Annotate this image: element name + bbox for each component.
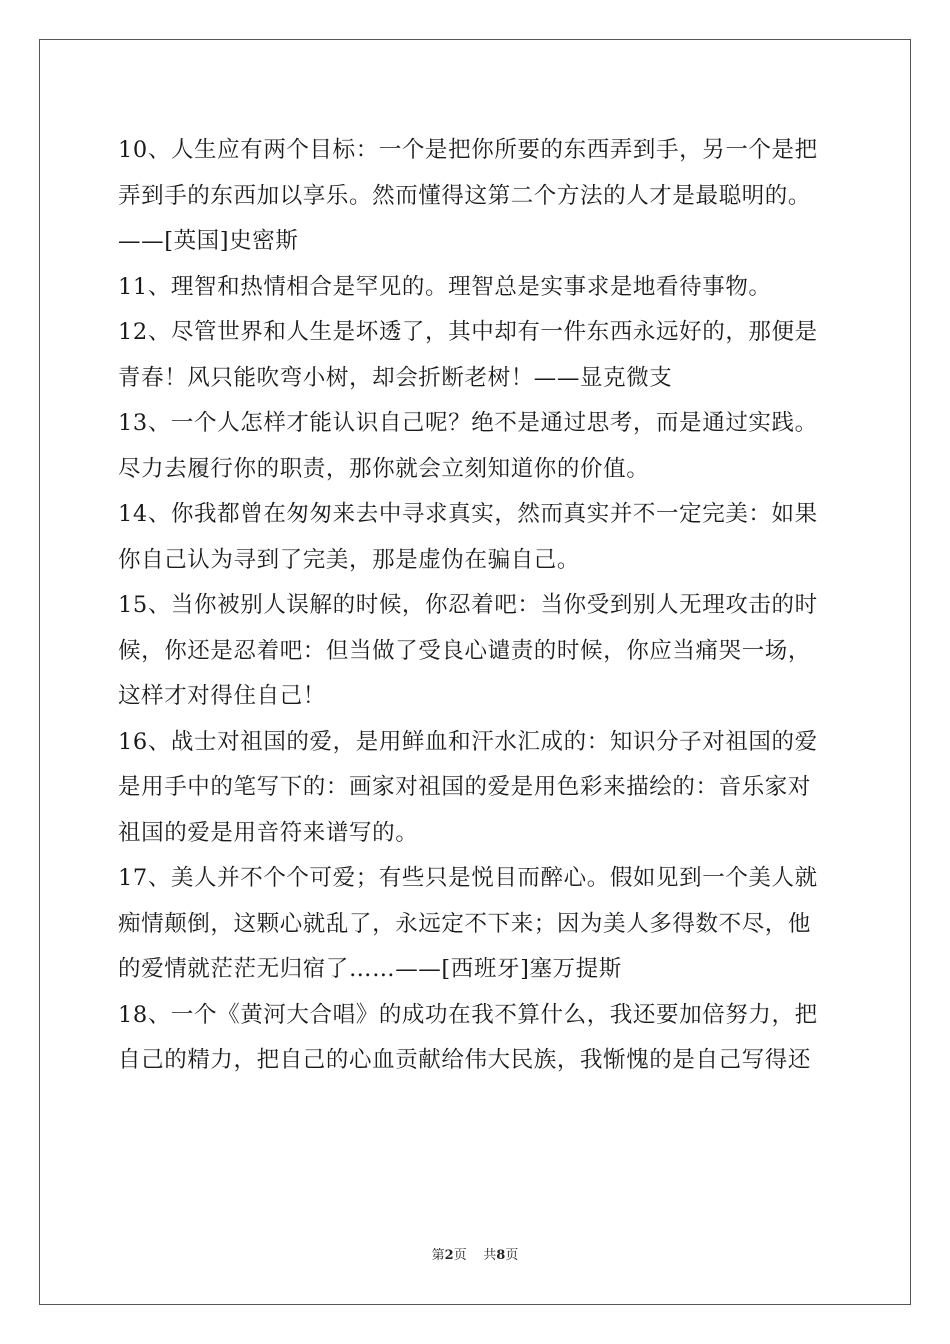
text-line: 17、美人并不个个可爱；有些只是悦目而醉心。假如见到一个美人就 <box>118 865 818 891</box>
text-line: 18、一个《黄河大合唱》的成功在我不算什么，我还要加倍努力，把 <box>118 1001 818 1028</box>
text-line: 这样才对得住自己！ <box>118 683 326 709</box>
text-line: 尽力去履行你的职责，那你就会立刻知道你的价值。 <box>118 455 650 482</box>
text-line: 你自己认为寻到了完美，那是虚伪在骗自己。 <box>118 546 581 573</box>
text-line: 候，你还是忍着吧：但当做了受良心谴责的时候，你应当痛哭一场， <box>118 637 812 664</box>
text-line: 青春！风只能吹弯小树，却会折断老树！——显克微支 <box>118 364 673 391</box>
document-body <box>118 128 834 1084</box>
total-suffix: 页 <box>505 1248 519 1263</box>
total-pages: 8 <box>496 1248 506 1263</box>
page-footer <box>0 1244 950 1263</box>
text-line: 是用手中的笔写下的：画家对祖国的爱是用色彩来描绘的：音乐家对 <box>118 774 812 800</box>
text-line: 13、一个人怎样才能认识自己呢？绝不是通过思考，而是通过实践。 <box>118 410 818 436</box>
text-line: 弄到手的东西加以享乐。然而懂得这第二个方法的人才是最聪明的。 <box>118 182 812 209</box>
text-line: 15、当你被别人误解的时候，你忍着吧：当你受到别人无理攻击的时 <box>118 592 818 618</box>
text-line: 的爱情就茫茫无归宿了……——[西班牙]塞万提斯 <box>118 956 622 982</box>
page-number: 2 <box>444 1248 454 1263</box>
total-prefix: 共 <box>483 1248 497 1263</box>
page-prefix: 第 <box>431 1248 445 1263</box>
text-line: 自己的精力，把自己的心血贡献给伟大民族，我惭愧的是自己写得还 <box>118 1047 812 1073</box>
page-suffix: 页 <box>453 1248 467 1263</box>
text-line: ——[英国]史密斯 <box>118 228 299 254</box>
text-line: 祖国的爱是用音符来谱写的。 <box>118 819 419 846</box>
text-line: 16、战士对祖国的爱，是用鲜血和汗水汇成的：知识分子对祖国的爱 <box>118 728 818 755</box>
text-line: 12、尽管世界和人生是坏透了，其中却有一件东西永远好的，那便是 <box>118 319 818 345</box>
text-line: 14、你我都曾在匆匆来去中寻求真实，然而真实并不一定完美：如果 <box>118 501 818 527</box>
text-line: 痴情颠倒，这颗心就乱了，永远定不下来；因为美人多得数不尽，他 <box>118 910 812 937</box>
text-line: 11、理智和热情相合是罕见的。理智总是实事求是地看待事物。 <box>118 273 772 300</box>
text-line: 10、人生应有两个目标：一个是把你所要的东西弄到手，另一个是把 <box>118 137 818 163</box>
